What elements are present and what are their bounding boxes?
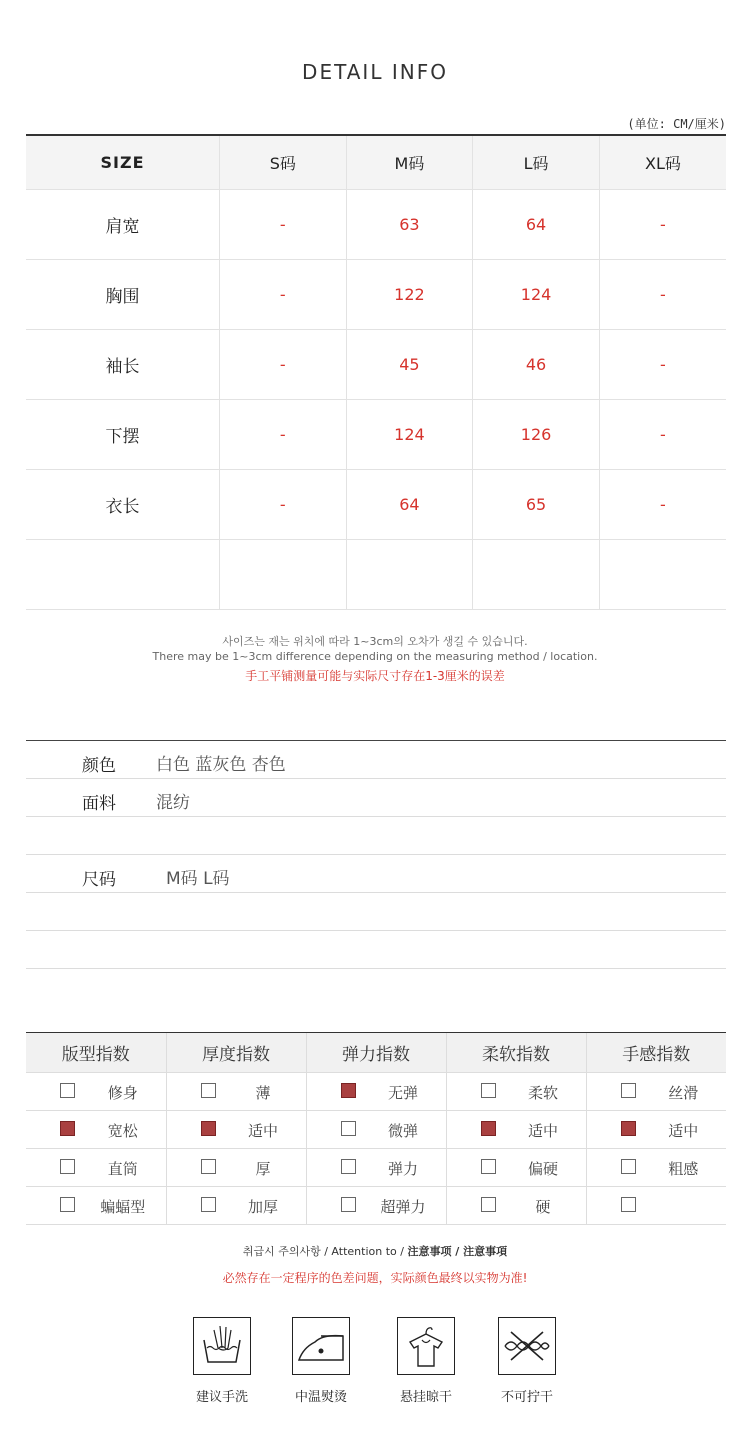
note-english: There may be 1~3cm difference depending on the measuring method / location. <box>152 650 598 663</box>
attention-note <box>0 1243 750 1259</box>
size-header-xl: XL码 <box>599 135 726 190</box>
option-label: 粗感 <box>668 1160 699 1178</box>
info-row-fabric <box>26 779 726 817</box>
option-label: 弹力 <box>387 1160 418 1178</box>
attention-prefix: 취급시 주의사항 / Attention to / <box>242 1245 408 1258</box>
checkbox[interactable] <box>481 1159 496 1174</box>
index-row <box>26 1187 726 1225</box>
row-label: 下摆 <box>26 400 220 470</box>
row-label: 胸围 <box>26 260 220 330</box>
header-thickness-index: 厚度指数 <box>166 1033 306 1073</box>
size-header-s: S码 <box>220 135 347 190</box>
info-row-size <box>26 855 726 893</box>
note-chinese: 手工平铺测量可能与实际尺寸存在1-3厘米的误差 <box>245 669 505 683</box>
checkbox[interactable] <box>201 1083 216 1098</box>
option-label: 微弹 <box>387 1122 418 1140</box>
header-softness-index: 柔软指数 <box>446 1033 586 1073</box>
option-label: 柔软 <box>527 1084 558 1102</box>
care-label-iron: 中温熨烫 <box>294 1390 347 1405</box>
index-cell <box>586 1073 726 1111</box>
care-label-dry: 悬挂晾干 <box>399 1390 452 1405</box>
cell-value: - <box>220 260 347 330</box>
index-cell <box>26 1073 166 1111</box>
table-row-empty <box>26 540 726 610</box>
option-label: 直筒 <box>107 1160 138 1178</box>
index-cell <box>446 1111 586 1149</box>
checkbox-checked[interactable] <box>481 1121 496 1136</box>
option-label: 偏硬 <box>527 1160 558 1178</box>
cell-value: 63 <box>346 190 473 260</box>
info-row-empty <box>26 817 726 855</box>
do-not-wring-icon <box>498 1317 556 1375</box>
checkbox-checked[interactable] <box>341 1083 356 1098</box>
cell-value: - <box>599 190 726 260</box>
checkbox[interactable] <box>341 1159 356 1174</box>
header-elasticity-index: 弹力指数 <box>306 1033 446 1073</box>
index-table <box>26 1032 726 1225</box>
cell-value: - <box>599 400 726 470</box>
checkbox-checked[interactable] <box>201 1121 216 1136</box>
checkbox[interactable] <box>621 1197 636 1212</box>
index-row <box>26 1073 726 1111</box>
size-label: 尺码 <box>82 870 116 890</box>
index-cell <box>166 1111 306 1149</box>
option-label: 薄 <box>255 1084 271 1102</box>
color-value: 白色 蓝灰色 杏色 <box>156 755 286 775</box>
index-cell <box>26 1111 166 1149</box>
table-row <box>26 400 726 470</box>
checkbox[interactable] <box>481 1197 496 1212</box>
index-header-row <box>26 1033 726 1073</box>
checkbox[interactable] <box>201 1159 216 1174</box>
option-label: 适中 <box>527 1122 558 1140</box>
index-cell <box>26 1149 166 1187</box>
size-header-label: SIZE <box>26 135 220 190</box>
info-row-empty <box>26 931 726 969</box>
row-label: 衣长 <box>26 470 220 540</box>
cell-value: 124 <box>346 400 473 470</box>
option-label: 适中 <box>247 1122 278 1140</box>
size-table <box>26 134 726 610</box>
checkbox[interactable] <box>60 1159 75 1174</box>
cell-value: 64 <box>473 190 600 260</box>
option-label: 加厚 <box>247 1198 278 1216</box>
fabric-value: 混纺 <box>156 793 190 813</box>
note-korean: 사이즈는 재는 위치에 따라 1~3cm의 오차가 생길 수 있습니다. <box>222 635 528 648</box>
cell-empty <box>220 540 347 610</box>
checkbox-checked[interactable] <box>60 1121 75 1136</box>
index-cell <box>166 1187 306 1225</box>
index-cell <box>306 1149 446 1187</box>
checkbox[interactable] <box>341 1121 356 1136</box>
size-header-l: L码 <box>473 135 600 190</box>
cell-value: - <box>220 330 347 400</box>
checkbox[interactable] <box>201 1197 216 1212</box>
index-cell <box>26 1187 166 1225</box>
option-label: 蝙蝠型 <box>100 1198 146 1216</box>
index-cell <box>306 1073 446 1111</box>
cell-value: - <box>220 470 347 540</box>
cell-value: 45 <box>346 330 473 400</box>
index-cell <box>446 1187 586 1225</box>
checkbox[interactable] <box>341 1197 356 1212</box>
option-label: 无弹 <box>387 1084 418 1102</box>
cell-value: - <box>599 260 726 330</box>
index-cell <box>586 1187 726 1225</box>
checkbox-checked[interactable] <box>621 1121 636 1136</box>
cell-value: - <box>220 190 347 260</box>
size-value: M码 L码 <box>166 869 230 889</box>
cell-empty <box>599 540 726 610</box>
cell-value: - <box>220 400 347 470</box>
table-row <box>26 330 726 400</box>
checkbox[interactable] <box>621 1083 636 1098</box>
index-cell <box>446 1149 586 1187</box>
color-warning: 必然存在一定程序的色差问题，实际颜色最终以实物为准! <box>222 1271 528 1285</box>
table-row <box>26 470 726 540</box>
header-feel-index: 手感指数 <box>586 1033 726 1073</box>
page-title: DETAIL INFO <box>302 60 448 84</box>
option-label: 丝滑 <box>668 1084 699 1102</box>
cell-empty <box>473 540 600 610</box>
size-header-m: M码 <box>346 135 473 190</box>
index-cell <box>446 1073 586 1111</box>
fabric-label: 面料 <box>82 794 116 814</box>
cell-value: 46 <box>473 330 600 400</box>
option-label: 适中 <box>668 1122 699 1140</box>
hand-wash-icon <box>193 1317 251 1375</box>
info-row-color <box>26 741 726 779</box>
care-label-wash: 建议手洗 <box>195 1390 248 1405</box>
option-label: 硬 <box>535 1198 551 1216</box>
index-cell <box>586 1111 726 1149</box>
option-label: 宽松 <box>107 1122 138 1140</box>
color-label: 颜色 <box>82 756 116 776</box>
unit-note: (单位: CM/厘米) <box>627 117 726 131</box>
cell-value: 126 <box>473 400 600 470</box>
checkbox[interactable] <box>481 1083 496 1098</box>
hang-dry-icon <box>397 1317 455 1375</box>
info-row-empty <box>26 893 726 931</box>
checkbox[interactable] <box>60 1083 75 1098</box>
index-cell <box>586 1149 726 1187</box>
index-cell <box>306 1187 446 1225</box>
cell-value: 64 <box>346 470 473 540</box>
cell-empty <box>346 540 473 610</box>
cell-value: 65 <box>473 470 600 540</box>
cell-value: - <box>599 470 726 540</box>
product-info <box>26 740 726 969</box>
table-row <box>26 260 726 330</box>
row-label: 肩宽 <box>26 190 220 260</box>
care-label-wring: 不可拧干 <box>500 1390 553 1405</box>
cell-value: - <box>599 330 726 400</box>
iron-medium-icon <box>292 1317 350 1375</box>
table-row <box>26 190 726 260</box>
option-label: 修身 <box>107 1084 138 1102</box>
cell-value: 124 <box>473 260 600 330</box>
size-table-header-row <box>26 135 726 190</box>
row-label <box>26 540 220 610</box>
index-row <box>26 1111 726 1149</box>
option-label: 厚 <box>255 1160 271 1178</box>
checkbox[interactable] <box>621 1159 636 1174</box>
index-cell <box>306 1111 446 1149</box>
row-label: 袖长 <box>26 330 220 400</box>
option-label: 超弹力 <box>380 1198 426 1216</box>
header-fit-index: 版型指数 <box>26 1033 166 1073</box>
index-row <box>26 1149 726 1187</box>
cell-value: 122 <box>346 260 473 330</box>
checkbox[interactable] <box>60 1197 75 1212</box>
index-cell <box>166 1073 306 1111</box>
attention-bold: 注意事项 / 注意事項 <box>407 1245 508 1258</box>
index-cell <box>166 1149 306 1187</box>
